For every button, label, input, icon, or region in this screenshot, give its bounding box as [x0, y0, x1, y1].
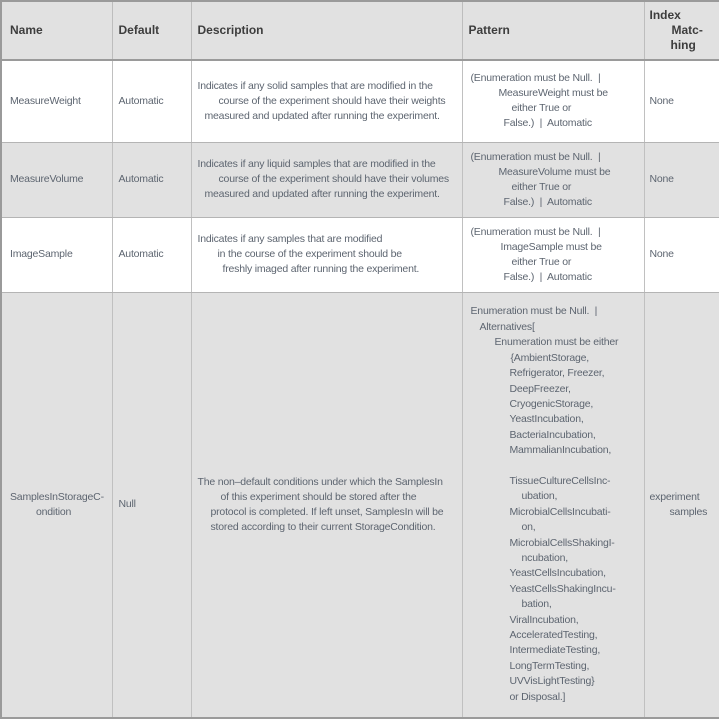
table-header — [1, 1, 719, 60]
text-line: protocol is completed. If left unset, SamplesIn will be — [210, 505, 444, 518]
text-line: Enumeration must be Null. | — [470, 305, 598, 318]
text-line: on, — [521, 521, 536, 534]
cell-name — [1, 217, 112, 292]
cell-name — [1, 142, 112, 217]
table-row-measureweight — [1, 60, 719, 142]
text-line: SamplesInStorageC- — [10, 490, 104, 503]
text-line: YeastIncubation, — [509, 413, 584, 426]
text-line: bation, — [521, 598, 552, 611]
text-line: YeastCellsShakingIncu- — [509, 582, 616, 595]
text-line: MeasureVolume must be — [498, 165, 611, 178]
text-line: Automatic — [118, 173, 164, 185]
text-line: False.) | Automatic — [503, 195, 592, 208]
cell-index-matching — [644, 292, 719, 718]
text-line: ubation, — [521, 490, 558, 503]
text-line: ViralIncubation, — [509, 613, 579, 626]
text-line: Automatic — [118, 248, 164, 260]
text-line: Indicates if any samples that are modified — [197, 233, 383, 245]
text-line: None — [649, 173, 674, 185]
header-cell-pattern: Pattern — [462, 1, 644, 60]
text-line: TissueCultureCellsInc- — [509, 474, 611, 487]
text-line: (Enumeration must be Null. | — [470, 225, 601, 238]
table-row-measurevolume — [1, 142, 719, 217]
text-line: CryogenicStorage, — [509, 397, 594, 410]
header-cell-description: Description — [191, 1, 462, 60]
text-line: False.) | Automatic — [503, 270, 592, 283]
cell-default — [112, 60, 191, 142]
table-row-samplesinstoragecondition — [1, 292, 719, 718]
text-line: Enumeration must be either — [494, 336, 619, 349]
cell-pattern — [462, 60, 644, 142]
text-line: (Enumeration must be Null. | — [470, 150, 601, 163]
text-line: AcceleratedTesting, — [509, 629, 598, 641]
text-line: or Disposal.] — [509, 690, 566, 703]
cell-default — [112, 142, 191, 217]
text-line: MammalianIncubation, — [509, 444, 612, 457]
text-line: Refrigerator, Freezer, — [509, 367, 605, 380]
text-line: of this experiment should be stored after the — [220, 490, 417, 503]
text-line: freshly imaged after running the experiment. — [222, 263, 420, 275]
text-line: measured and updated after running the experiment. — [204, 109, 440, 122]
cell-pattern — [462, 142, 644, 217]
text-line: None — [649, 94, 674, 107]
text-line: either True or — [511, 180, 572, 193]
text-line: MicrobialCellsIncubati- — [509, 505, 611, 518]
cell-pattern — [462, 217, 644, 292]
text-line: samples — [669, 505, 708, 518]
text-line: Automatic — [118, 94, 164, 107]
text-line: Alternatives[ — [479, 320, 535, 333]
header-cell-default: Default — [112, 1, 191, 60]
text-line: ncubation, — [521, 551, 568, 564]
text-line: (Enumeration must be Null. | — [470, 72, 601, 85]
cell-description — [191, 292, 462, 718]
text-line: in the course of the experiment should be — [217, 248, 402, 260]
text-line: stored according to their current StorageCondition. — [210, 520, 436, 533]
cell-description — [191, 142, 462, 217]
text-line: ImageSample — [10, 248, 73, 260]
text-line: YeastCellsIncubation, — [509, 567, 606, 580]
text-line: ondition — [36, 505, 72, 518]
text-line: either True or — [511, 102, 572, 115]
text-line: Indicates if any liquid samples that are modified in the — [197, 158, 436, 170]
text-line: course of the experiment should have their volumes — [218, 173, 449, 185]
text-line: measured and updated after running the experiment. — [204, 188, 440, 200]
text-line: Null — [118, 498, 136, 511]
cell-default — [112, 217, 191, 292]
text-line: experiment — [649, 490, 700, 503]
text-line: None — [649, 248, 674, 260]
cell-description — [191, 217, 462, 292]
text-line: Matc- — [671, 23, 703, 37]
cell-name — [1, 292, 112, 718]
text-line: {AmbientStorage, — [510, 351, 590, 364]
text-line: either True or — [511, 255, 572, 268]
text-line: The non–default conditions under which the SamplesIn — [197, 475, 443, 488]
header-cell-name: Name — [1, 1, 112, 60]
text-line: Index — [649, 8, 681, 22]
cell-index-matching — [644, 142, 719, 217]
header-row — [1, 1, 719, 60]
cell-index-matching — [644, 217, 719, 292]
cell-description — [191, 60, 462, 142]
text-line: DeepFreezer, — [509, 382, 571, 395]
text-line — [471, 459, 638, 474]
cell-name — [1, 60, 112, 142]
text-line: ImageSample must be — [500, 240, 602, 253]
text-line: False.) | Automatic — [503, 117, 592, 130]
text-line: MicrobialCellsShakingI- — [509, 536, 615, 549]
cell-default — [112, 292, 191, 718]
text-line: UVVisLightTesting} — [509, 675, 595, 688]
text-line: IntermediateTesting, — [509, 644, 601, 657]
cell-index-matching — [644, 60, 719, 142]
text-line: MeasureWeight must be — [498, 87, 608, 100]
text-line: hing — [670, 38, 696, 52]
text-line: Indicates if any solid samples that are modified in the — [197, 79, 433, 92]
text-line: LongTermTesting, — [509, 659, 590, 672]
cell-pattern — [462, 292, 644, 718]
table-row-imagesample — [1, 217, 719, 292]
text-line: MeasureVolume — [10, 173, 84, 185]
text-line: BacteriaIncubation, — [509, 428, 596, 441]
text-line: MeasureWeight — [10, 94, 81, 107]
table-body — [1, 60, 719, 718]
text-line: course of the experiment should have their weights — [218, 94, 446, 107]
header-cell-index-matching — [644, 1, 719, 60]
